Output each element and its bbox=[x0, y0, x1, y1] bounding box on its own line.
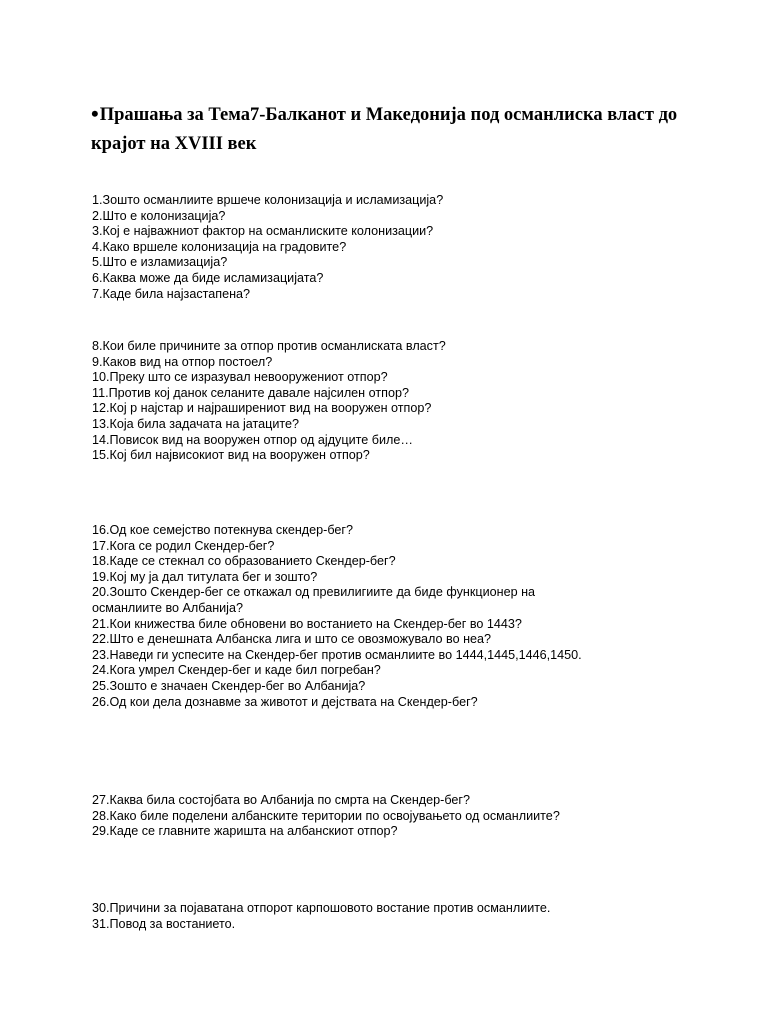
question-item: 2.Што е колонизација? bbox=[92, 208, 226, 223]
question-group-2 bbox=[92, 339, 712, 464]
document-title bbox=[91, 98, 701, 159]
question-item: 12.Кој р најстар и најраширениот вид на вооружен отпор? bbox=[92, 401, 432, 416]
bullet-icon: • bbox=[91, 101, 99, 126]
question-item: 17.Кога се родил Скендер-бег? bbox=[92, 538, 275, 553]
question-item: 9.Каков вид на отпор постоел? bbox=[92, 354, 273, 369]
question-item: 22.Што е денешната Албанска лига и што се овозможувало во неа? bbox=[92, 632, 492, 647]
question-group-4 bbox=[92, 793, 712, 840]
question-item: 13.Која била задачата на јатаците? bbox=[92, 416, 300, 431]
question-item: 25.Зошто е значаен Скендер-бег во Албанија? bbox=[92, 678, 366, 693]
question-group-3 bbox=[92, 523, 712, 710]
question-item: 8.Кои биле причините за отпор против османлиската власт? bbox=[92, 339, 446, 353]
question-item: 3.Кој е најважниот фактор на османлиските колонизации? bbox=[92, 224, 434, 239]
question-item: 6.Каква може да биде исламизацијата? bbox=[92, 270, 324, 285]
question-item: 26.Од кои дела дознавме за животот и дејствата на Скендер-бег? bbox=[92, 694, 478, 709]
question-item: 31.Повод за востанието. bbox=[92, 916, 236, 931]
question-group-1 bbox=[92, 193, 712, 302]
question-item: 1.Зошто османлиите вршече колонизација и исламизација? bbox=[92, 193, 444, 207]
question-item: 16.Од кое семејство потекнува скендер-бег? bbox=[92, 523, 354, 537]
title-text: Прашања за Тема7-Балканот и Македонија под османлиска власт до крајот на XVIII век bbox=[91, 105, 678, 154]
question-item: 10.Преку што се изразувал невооружениот отпор? bbox=[92, 370, 388, 385]
question-item: 4.Како вршеле колонизација на градовите? bbox=[92, 239, 347, 254]
question-item: 18.Каде се стекнал со образованието Скендер-бег? bbox=[92, 554, 396, 569]
question-item: 29.Каде се главните жаришта на албанскиот отпор? bbox=[92, 824, 398, 839]
question-item: 24.Кога умрел Скендер-бег и каде бил погребан? bbox=[92, 663, 381, 678]
question-item: 30.Причини за појаватана отпорот карпошовото востание против османлиите. bbox=[92, 901, 551, 915]
question-item: 5.Што е изламизација? bbox=[92, 255, 228, 270]
question-item: 19.Кој му ја дал титулата бег и зошто? bbox=[92, 569, 318, 584]
question-item: 14.Повисок вид на вооружен отпор од ајдуците биле… bbox=[92, 432, 413, 447]
question-item: 11.Против кој данок селаните давале најсилен отпор? bbox=[92, 385, 409, 400]
question-item: 28.Како биле поделени албанските територии по освојувањето од османлиите? bbox=[92, 808, 560, 823]
question-item: 23.Наведи ги успесите на Скендер-бег против османлиите во 1444,1445,1446,1450. bbox=[92, 647, 582, 662]
question-item: 27.Каква била состојбата во Албанија по смрта на Скендер-бег? bbox=[92, 793, 470, 807]
question-item: 20.Зошто Скендер-бег се откажал од превилигиите да биде функционер на османлиите во Албанија? bbox=[92, 585, 536, 615]
question-item: 7.Каде била најзастапена? bbox=[92, 286, 251, 301]
question-item: 15.Кој бил највисокиот вид на вооружен отпор? bbox=[92, 448, 370, 463]
question-item: 21.Кои книжества биле обновени во востанието на Скендер-бег во 1443? bbox=[92, 616, 522, 631]
question-group-5 bbox=[92, 901, 712, 932]
